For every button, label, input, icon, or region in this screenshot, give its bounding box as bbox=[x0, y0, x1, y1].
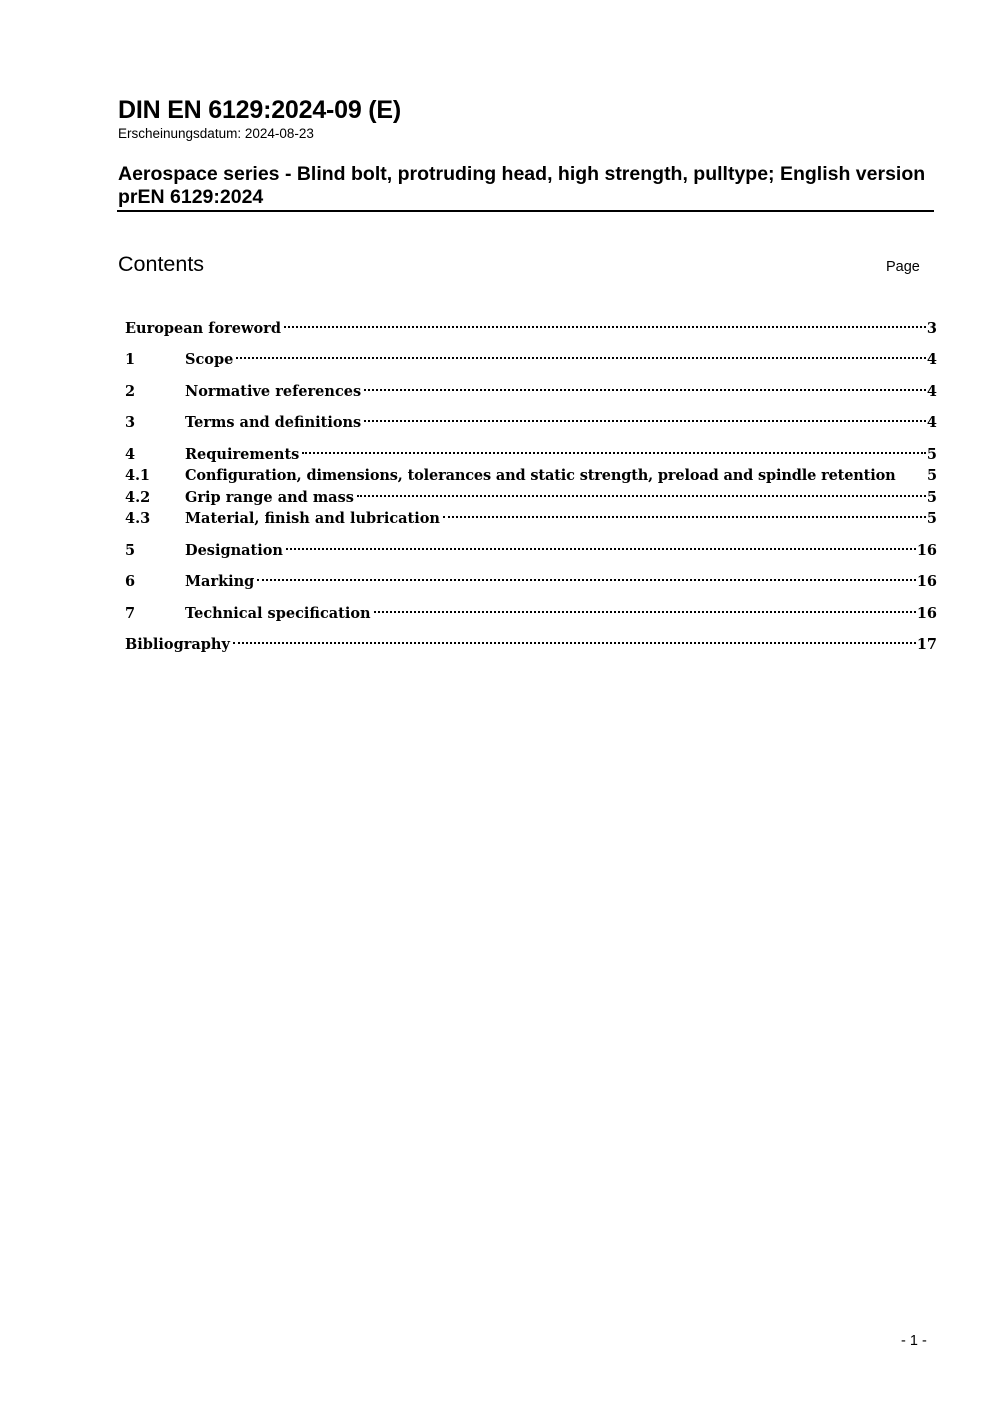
toc-entry-configuration[interactable] bbox=[125, 458, 937, 484]
toc-entry-page: 16 bbox=[916, 573, 937, 590]
toc-entry-page: 16 bbox=[916, 542, 937, 559]
toc-entry-title: Terms and definitions bbox=[185, 414, 362, 431]
contents-heading: Contents bbox=[118, 252, 205, 276]
toc-entry-number: 4 bbox=[125, 446, 136, 463]
toc-entry-number: 4.3 bbox=[125, 510, 151, 527]
toc-entry-number: 3 bbox=[125, 414, 136, 431]
toc-entry-number: 1 bbox=[125, 351, 136, 368]
toc-entry-terms-and-definitions[interactable] bbox=[125, 405, 937, 431]
toc-leader-dots bbox=[286, 533, 916, 555]
toc-entry-number: 7 bbox=[125, 605, 136, 622]
toc-entry-title: Configuration, dimensions, tolerances and static strength, preload and spindle retention bbox=[185, 467, 896, 484]
toc-entry-title: Requirements bbox=[185, 446, 300, 463]
toc-entry-requirements[interactable] bbox=[125, 437, 937, 463]
document-title: DIN EN 6129:2024-09 (E) bbox=[118, 96, 402, 124]
toc-entry-designation[interactable] bbox=[125, 533, 937, 559]
publication-date: Erscheinungsdatum: 2024-08-23 bbox=[118, 126, 314, 141]
document-subject: Aerospace series - Blind bolt, protruding head, high strength, pulltype; English version prEN 6129:2024 bbox=[118, 163, 926, 208]
toc-entry-page: 4 bbox=[926, 383, 937, 400]
toc-entry-number: 4.2 bbox=[125, 489, 151, 506]
toc-entry-number: 6 bbox=[125, 573, 136, 590]
toc-entry-page: 16 bbox=[916, 605, 937, 622]
toc-leader-dots bbox=[374, 596, 916, 618]
toc-entry-title: Grip range and mass bbox=[185, 489, 354, 506]
toc-entry-european-foreword[interactable] bbox=[125, 311, 937, 337]
toc-entry-number: 2 bbox=[125, 383, 136, 400]
toc-entry-title: Material, finish and lubrication bbox=[185, 510, 440, 527]
toc-leader-dots bbox=[302, 437, 926, 459]
toc-entry-page: 5 bbox=[927, 467, 937, 484]
toc-entry-technical-specification[interactable] bbox=[125, 596, 937, 622]
toc-leader-dots bbox=[443, 501, 926, 523]
toc-entry-title: Bibliography bbox=[125, 636, 230, 653]
toc-entry-title: European foreword bbox=[125, 320, 281, 337]
toc-leader-dots bbox=[284, 311, 926, 333]
toc-entry-page: 5 bbox=[926, 489, 937, 506]
page-column-label: Page bbox=[886, 259, 920, 275]
toc-entry-page: 5 bbox=[926, 510, 937, 527]
toc-entry-page: 4 bbox=[926, 351, 937, 368]
toc-entry-title: Scope bbox=[185, 351, 234, 368]
toc-entry-scope[interactable] bbox=[125, 342, 937, 368]
toc-leader-dots bbox=[257, 564, 915, 586]
toc-leader-dots bbox=[896, 458, 928, 480]
toc-entry-number: 5 bbox=[125, 542, 136, 559]
toc-leader-dots bbox=[364, 374, 926, 396]
toc-entry-title: Designation bbox=[185, 542, 283, 559]
toc-entry-bibliography[interactable] bbox=[125, 627, 937, 653]
toc-entry-page: 4 bbox=[926, 414, 937, 431]
toc-leader-dots bbox=[364, 405, 926, 427]
toc-leader-dots bbox=[233, 627, 916, 649]
toc-leader-dots bbox=[236, 342, 926, 364]
toc-entry-grip-range[interactable] bbox=[125, 480, 937, 506]
toc-leader-dots bbox=[357, 480, 926, 502]
footer-page-number: - 1 - bbox=[901, 1333, 927, 1349]
header-divider bbox=[117, 210, 934, 212]
toc-entry-page: 3 bbox=[926, 320, 937, 337]
toc-entry-marking[interactable] bbox=[125, 564, 937, 590]
toc-entry-page: 5 bbox=[926, 446, 937, 463]
toc-entry-number: 4.1 bbox=[125, 467, 150, 484]
toc-entry-title: Marking bbox=[185, 573, 255, 590]
toc-entry-page: 17 bbox=[916, 636, 937, 653]
toc-entry-material[interactable] bbox=[125, 501, 937, 527]
toc-entry-normative-references[interactable] bbox=[125, 374, 937, 400]
toc-entry-title: Technical specification bbox=[185, 605, 371, 622]
toc-entry-title: Normative references bbox=[185, 383, 362, 400]
